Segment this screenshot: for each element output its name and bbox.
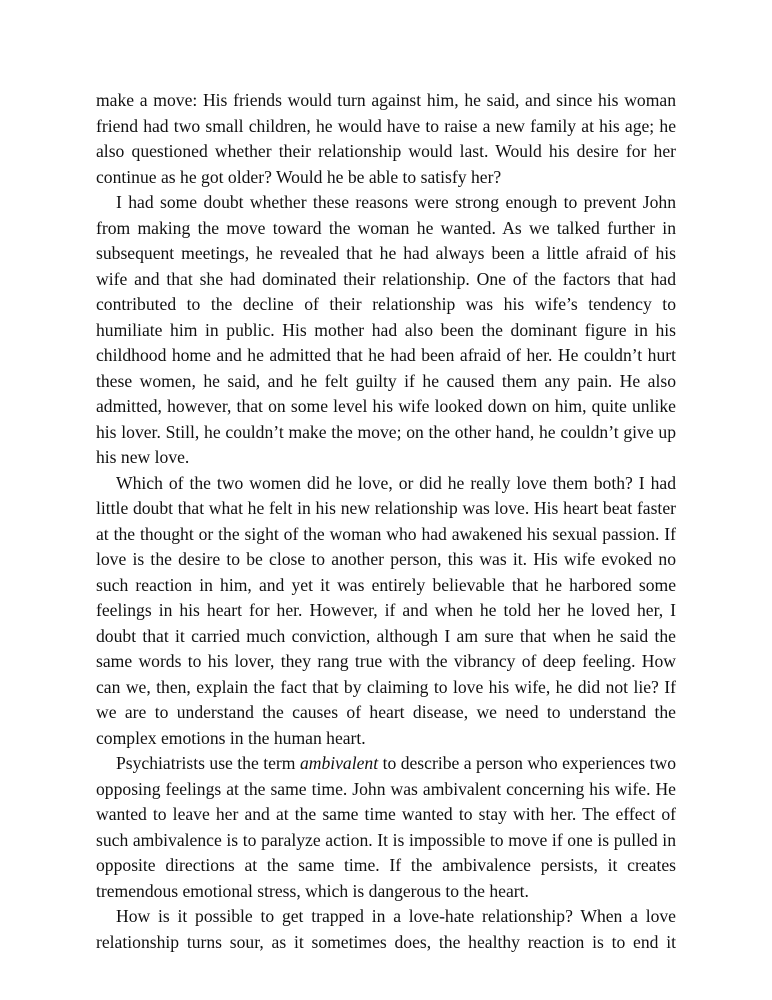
book-page-text — [96, 88, 676, 955]
paragraph-3: Which of the two women did he love, or did he really love them both? I had little doubt that what he felt in his new relationship was love. His heart beat faster at the thought or the sight of the woman who had awakened his sexual passion. If love is the desire to be close to another person, this was it. His wife evoked no such reaction in him, and yet it was entirely believable that he harbored some feelings in his heart for her. However, if and when he told her he loved her, I doubt that it carried much conviction, although I am sure that when he said the same words to his lover, they rang true with the vibrancy of deep feeling. How can we, then, explain the fact that by claiming to love his wife, he did not lie? If we are to understand the causes of heart disease, we need to understand the complex emotions in the human heart. — [96, 472, 676, 748]
paragraph-4 — [96, 751, 676, 904]
paragraph-2: I had some doubt whether these reasons were strong enough to prevent John from making the move toward the woman he wanted. As we talked further in subsequent meetings, he revealed that he had always been a little afraid of his wife and that she had dominated their relationship. One of the factors that had contributed to the decline of their relationship was his wife’s tendency to humiliate him in public. His mother had also been the dominant figure in his childhood home and he admitted that he had been afraid of her. He couldn’t hurt these women, he said, and he felt guilty if he caused them any pain. He also admitted, however, that on some level his wife looked down on him, quite unlike his lover. Still, he couldn’t make the move; on the other hand, he couldn’t give up his new love. — [96, 192, 676, 467]
emphasized-term: ambivalent — [299, 753, 379, 773]
paragraph-4-end: to describe a person who experiences two opposing feelings at the same time. John was ambivalent concerning his wife. He wanted to leave her and at the same time wanted to stay with her. The effect of such ambivalence is to paralyze action. It is impossible to move if one is pulled in opposite directions at the same time. If the ambivalence persists, it creates tremendous emotional stress, which is dangerous to the heart. — [96, 753, 676, 901]
paragraph-1: make a move: His friends would turn against him, he said, and since his woman friend had two small children, he would have to raise a new family at his age; he also questioned whether their relationship would last. Would his desire for her continue as he got older? Would he be able to satisfy her? — [96, 90, 676, 187]
paragraph-4-start: Psychiatrists use the term — [116, 753, 300, 773]
paragraph-5: How is it possible to get trapped in a love-hate relationship? When a love relationship turns sour, as it sometimes does, the healthy reaction is to end it — [96, 906, 676, 952]
